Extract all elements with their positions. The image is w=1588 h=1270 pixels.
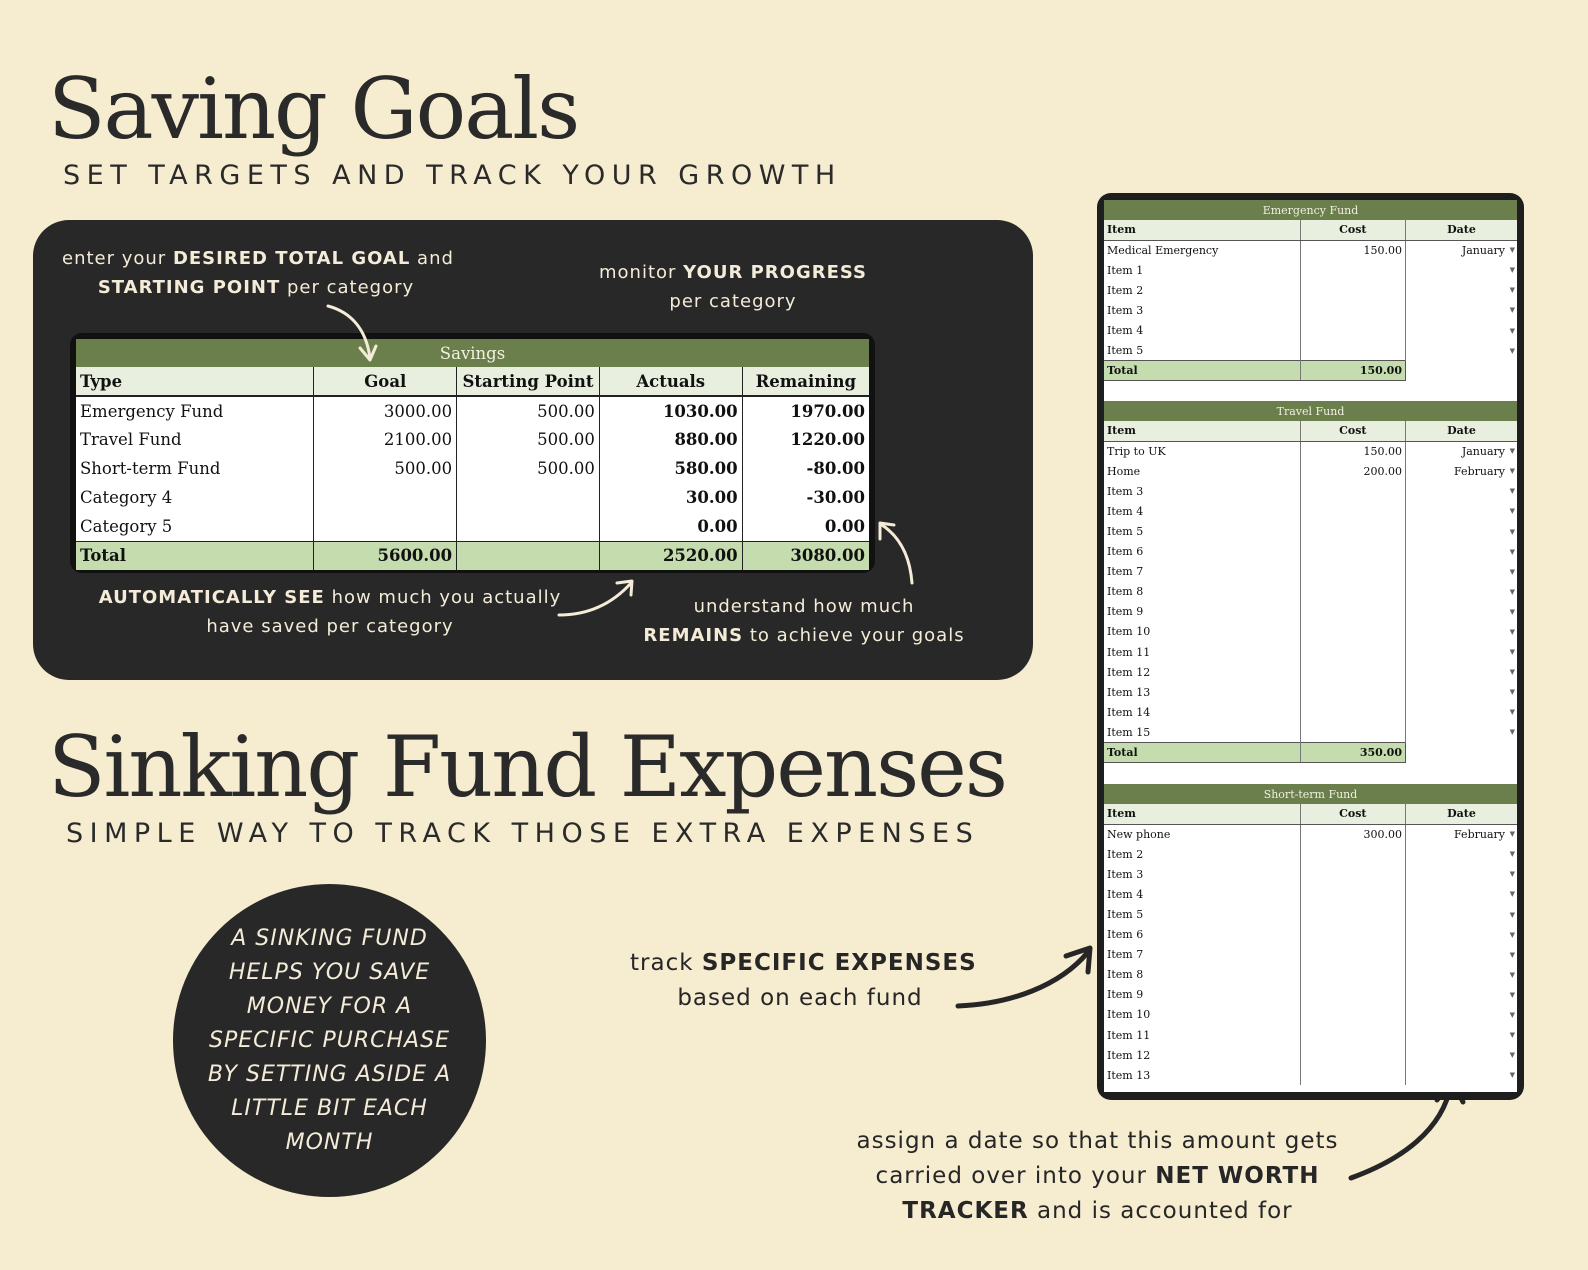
fund-cell-text: Item 6 [1107,928,1144,942]
fund-cell-text: Item 9 [1107,605,1144,619]
fund-cell[interactable] [1300,542,1405,562]
date-dropdown-cell[interactable] [1405,320,1517,340]
date-dropdown-cell[interactable] [1405,240,1517,260]
date-dropdown-cell[interactable] [1405,864,1517,884]
fund-total-label: Total [1104,743,1300,763]
fund-row [1104,521,1517,541]
date-dropdown-cell[interactable] [1405,461,1517,481]
savings-cell[interactable]: 30.00 [599,483,742,512]
fund-header-cell: Cost [1300,804,1405,824]
savings-cell[interactable]: 500.00 [314,454,457,483]
savings-table [70,333,875,573]
fund-cell[interactable] [1104,602,1300,622]
fund-cell[interactable] [1300,461,1405,481]
fund-row [1104,320,1517,340]
saving-goals-subtitle: SET TARGETS AND TRACK YOUR GROWTH [63,160,842,191]
fund-cell[interactable] [1104,542,1300,562]
date-dropdown-cell[interactable] [1405,662,1517,682]
dropdown-arrow-icon[interactable]: ▼ [1509,286,1515,295]
fund-cell[interactable] [1104,501,1300,521]
assign-date-note: assign a date so that this amount gets carried over into your NET WORTH TRACKER and is accounted for [856,1128,1339,1224]
fund-cell[interactable] [1300,642,1405,662]
fund-row [1104,884,1517,904]
fund-row [1104,240,1517,260]
arrow-to-sheet-icon [950,940,1100,1015]
savings-cell[interactable]: 1970.00 [742,396,869,425]
sinking-fund-definition-text: A SINKING FUND HELPS YOU SAVE MONEY FOR A SPECIFIC PURCHASE BY SETTING ASIDE A LITTLE BIT EACH MONTH [207,925,452,1155]
savings-header-cell: Starting Point [457,367,600,396]
fund-cell-text: 300.00 [1363,827,1402,841]
fund-cell[interactable] [1300,1045,1405,1065]
fund-cell-text: Item 4 [1107,324,1144,338]
dropdown-arrow-icon[interactable]: ▼ [1509,1010,1515,1019]
dropdown-arrow-icon[interactable]: ▼ [1509,346,1515,355]
fund-cell[interactable] [1300,260,1405,280]
fund-row [1104,1065,1517,1085]
fund-cell[interactable] [1300,280,1405,300]
specific-expenses-note: track SPECIFIC EXPENSES based on each fund [630,950,977,1011]
fund-cell[interactable] [1104,1065,1300,1085]
fund-cell[interactable] [1104,1025,1300,1045]
fund-cell-text: Item 10 [1107,1008,1151,1022]
fund-cell[interactable] [1104,341,1300,361]
fund-total-label: Total [1104,361,1300,381]
date-dropdown-cell[interactable] [1405,1005,1517,1025]
fund-cell[interactable] [1300,441,1405,461]
fund-cell-text: 150.00 [1363,444,1402,458]
saving-goals-title: Saving Goals [48,60,579,158]
savings-cell[interactable]: 2100.00 [314,425,457,454]
fund-cell[interactable] [1104,965,1300,985]
fund-cell-text: 150.00 [1363,243,1402,257]
fund-caption: Emergency Fund [1104,200,1517,220]
savings-total-cell [457,541,600,570]
arrow-to-actuals-icon [555,575,645,625]
date-dropdown-cell[interactable] [1405,904,1517,924]
date-dropdown-cell[interactable] [1405,844,1517,864]
fund-total-blank [1405,361,1517,381]
fund-row [1104,1005,1517,1025]
fund-total-value: 350.00 [1300,743,1405,763]
date-dropdown-cell[interactable] [1405,682,1517,702]
fund-cell[interactable] [1300,240,1405,260]
automatically-see-note: AUTOMATICALLY SEE how much you actually have saved per category [98,587,562,637]
fund-row [1104,844,1517,864]
savings-row [76,483,869,512]
fund-cell-text: Trip to UK [1107,444,1166,458]
savings-cell[interactable] [457,512,600,541]
dropdown-arrow-icon[interactable]: ▼ [1509,870,1515,879]
fund-row [1104,662,1517,682]
fund-cell-text: Item 11 [1107,1028,1151,1042]
fund-row [1104,501,1517,521]
fund-cell[interactable] [1104,864,1300,884]
fund-header-cell: Item [1104,421,1300,441]
savings-total-cell: 5600.00 [314,541,457,570]
fund-cell[interactable] [1104,824,1300,844]
date-dropdown-cell[interactable] [1405,1025,1517,1045]
fund-row [1104,945,1517,965]
date-dropdown-cell[interactable] [1405,702,1517,722]
savings-cell[interactable]: 1220.00 [742,425,869,454]
fund-cell[interactable] [1300,521,1405,541]
fund-cell[interactable] [1104,320,1300,340]
fund-caption: Short-term Fund [1104,784,1517,804]
date-dropdown-cell[interactable] [1405,481,1517,501]
date-dropdown-cell[interactable] [1405,642,1517,662]
savings-cell[interactable]: 500.00 [457,425,600,454]
fund-cell[interactable] [1104,582,1300,602]
savings-cell[interactable]: 3000.00 [314,396,457,425]
fund-cell[interactable] [1300,300,1405,320]
fund-cell-text: February [1454,827,1505,841]
savings-total-cell: 2520.00 [599,541,742,570]
savings-row [76,454,869,483]
fund-cell[interactable] [1300,501,1405,521]
fund-cell-text: Item 13 [1107,1068,1151,1082]
fund-cell-text: Item 7 [1107,948,1144,962]
fund-cell[interactable] [1300,602,1405,622]
fund-cell[interactable] [1300,341,1405,361]
fund-row [1104,985,1517,1005]
fund-cell-text: January [1461,243,1505,257]
date-dropdown-cell[interactable] [1405,824,1517,844]
fund-row [1104,702,1517,722]
fund-cell-text: New phone [1107,827,1171,841]
fund-cell[interactable] [1104,622,1300,642]
fund-header-cell: Item [1104,804,1300,824]
savings-cell[interactable]: 580.00 [599,454,742,483]
savings-header-cell: Type [76,367,314,396]
fund-cell-text: Item 3 [1107,484,1144,498]
fund-cell[interactable] [1104,844,1300,864]
fund-header-cell: Date [1405,421,1517,441]
dropdown-arrow-icon[interactable]: ▼ [1509,266,1515,275]
date-dropdown-cell[interactable] [1405,1065,1517,1085]
fund-cell-text: Item 5 [1107,908,1144,922]
date-dropdown-cell[interactable] [1405,562,1517,582]
savings-cell[interactable]: -30.00 [742,483,869,512]
date-dropdown-cell[interactable] [1405,1045,1517,1065]
dropdown-arrow-icon[interactable]: ▼ [1509,607,1515,616]
fund-cell[interactable] [1104,481,1300,501]
fund-cell[interactable] [1104,441,1300,461]
fund-section [1104,784,1517,1085]
savings-cell[interactable] [314,483,457,512]
fund-cell[interactable] [1300,824,1405,844]
date-dropdown-cell[interactable] [1405,441,1517,461]
fund-total-row [1104,361,1517,381]
fund-row [1104,1025,1517,1045]
fund-cell[interactable] [1104,904,1300,924]
fund-cell-text: Item 10 [1107,625,1151,639]
fund-cell-text: Item 14 [1107,705,1151,719]
date-dropdown-cell[interactable] [1405,622,1517,642]
fund-cell[interactable] [1104,1005,1300,1025]
date-dropdown-cell[interactable] [1405,925,1517,945]
fund-row [1104,562,1517,582]
savings-cell[interactable] [457,483,600,512]
fund-cell-text: Item 1 [1107,263,1144,277]
savings-cell[interactable]: Short-term Fund [80,459,221,478]
savings-cell[interactable]: 0.00 [599,512,742,541]
dropdown-arrow-icon[interactable]: ▼ [1509,850,1515,859]
fund-row [1104,481,1517,501]
fund-header-cell: Cost [1300,220,1405,240]
dropdown-arrow-icon[interactable]: ▼ [1509,830,1515,839]
fund-cell[interactable] [1300,1065,1405,1085]
date-dropdown-cell[interactable] [1405,521,1517,541]
date-dropdown-cell[interactable] [1405,542,1517,562]
dropdown-arrow-icon[interactable]: ▼ [1509,1071,1515,1080]
savings-total-cell: 3080.00 [742,541,869,570]
fund-row [1104,965,1517,985]
fund-header-cell: Date [1405,220,1517,240]
fund-row [1104,1045,1517,1065]
fund-header-cell: Item [1104,220,1300,240]
savings-cell[interactable]: 1030.00 [599,396,742,425]
fund-cell[interactable] [1300,702,1405,722]
dropdown-arrow-icon[interactable]: ▼ [1509,527,1515,536]
dropdown-arrow-icon[interactable]: ▼ [1509,648,1515,657]
fund-caption: Travel Fund [1104,401,1517,421]
dropdown-arrow-icon[interactable]: ▼ [1509,547,1515,556]
dropdown-arrow-icon[interactable]: ▼ [1509,668,1515,677]
sinking-fund-title: Sinking Fund Expenses [48,718,1007,816]
fund-cell[interactable] [1104,722,1300,742]
savings-cell[interactable]: Category 5 [80,516,173,536]
fund-row [1104,722,1517,742]
fund-cell[interactable] [1104,521,1300,541]
dropdown-arrow-icon[interactable]: ▼ [1509,930,1515,939]
dropdown-arrow-icon[interactable]: ▼ [1509,447,1515,456]
fund-cell-text: Item 8 [1107,968,1144,982]
fund-row [1104,864,1517,884]
savings-row [76,512,869,541]
dropdown-arrow-icon[interactable]: ▼ [1509,1031,1515,1040]
fund-cell[interactable] [1104,702,1300,722]
savings-caption: Savings [76,339,869,367]
fund-row [1104,602,1517,622]
fund-cell-text: Item 2 [1107,283,1144,297]
fund-cell-text: Item 6 [1107,545,1144,559]
fund-cell-text: Item 15 [1107,725,1151,739]
remains-note: understand how much REMAINS to achieve your goals [643,596,965,646]
arrow-to-goal-icon [320,300,390,370]
fund-header-cell: Date [1405,804,1517,824]
fund-cell[interactable] [1300,985,1405,1005]
fund-cell[interactable] [1300,864,1405,884]
fund-cell[interactable] [1300,965,1405,985]
fund-row [1104,682,1517,702]
fund-total-row [1104,743,1517,763]
sheet-viewport[interactable] [1104,200,1517,1092]
fund-row [1104,280,1517,300]
fund-cell[interactable] [1300,904,1405,924]
fund-cell[interactable] [1104,300,1300,320]
date-dropdown-cell[interactable] [1405,280,1517,300]
fund-cell[interactable] [1300,722,1405,742]
fund-cell[interactable] [1104,985,1300,1005]
savings-header-cell: Actuals [599,367,742,396]
fund-row [1104,925,1517,945]
savings-cell[interactable]: -80.00 [742,454,869,483]
date-dropdown-cell[interactable] [1405,300,1517,320]
fund-cell-text: Item 12 [1107,1048,1151,1062]
sinking-fund-definition-circle [173,884,486,1197]
dropdown-arrow-icon[interactable]: ▼ [1509,507,1515,516]
fund-cell-text: Item 4 [1107,504,1144,518]
fund-cell-text: Medical Emergency [1107,243,1219,257]
fund-cell-text: Item 12 [1107,665,1151,679]
dropdown-arrow-icon[interactable]: ▼ [1509,306,1515,315]
dropdown-arrow-icon[interactable]: ▼ [1509,567,1515,576]
fund-section [1104,401,1517,763]
dropdown-arrow-icon[interactable]: ▼ [1509,910,1515,919]
dropdown-arrow-icon[interactable]: ▼ [1509,1051,1515,1060]
date-dropdown-cell[interactable] [1405,602,1517,622]
fund-cell[interactable] [1104,562,1300,582]
fund-cell[interactable] [1300,1025,1405,1045]
fund-cell[interactable] [1300,662,1405,682]
fund-row [1104,300,1517,320]
fund-header-cell: Cost [1300,421,1405,441]
fund-row [1104,441,1517,461]
fund-cell-text: Item 5 [1107,343,1144,357]
fund-cell-text: Item 2 [1107,847,1144,861]
date-dropdown-cell[interactable] [1405,985,1517,1005]
fund-total-value: 150.00 [1300,361,1405,381]
fund-cell[interactable] [1300,1005,1405,1025]
fund-row [1104,582,1517,602]
dropdown-arrow-icon[interactable]: ▼ [1509,728,1515,737]
fund-cell[interactable] [1300,945,1405,965]
fund-cell-text: February [1454,464,1505,478]
savings-cell[interactable]: Emergency Fund [80,401,224,421]
dropdown-arrow-icon[interactable]: ▼ [1509,688,1515,697]
fund-row [1104,260,1517,280]
fund-cell-text: Item 13 [1107,685,1151,699]
savings-row [76,396,869,425]
dropdown-arrow-icon[interactable]: ▼ [1509,246,1515,255]
savings-cell[interactable]: 500.00 [457,454,600,483]
dropdown-arrow-icon[interactable]: ▼ [1509,627,1515,636]
fund-row [1104,461,1517,481]
fund-row [1104,341,1517,361]
savings-cell[interactable] [314,512,457,541]
savings-cell[interactable]: Travel Fund [80,430,182,449]
fund-cell[interactable] [1104,945,1300,965]
savings-cell[interactable]: 500.00 [457,396,600,425]
savings-row [76,425,869,454]
date-dropdown-cell[interactable] [1405,945,1517,965]
fund-cell-text: January [1461,444,1505,458]
dropdown-arrow-icon[interactable]: ▼ [1509,890,1515,899]
sinking-fund-sheet-mockup [1097,193,1524,1100]
fund-cell[interactable] [1104,280,1300,300]
fund-cell[interactable] [1104,260,1300,280]
progress-note: monitor YOUR PROGRESS per category [599,262,867,312]
dropdown-arrow-icon[interactable]: ▼ [1509,487,1515,496]
fund-cell-text: Item 8 [1107,585,1144,599]
fund-cell[interactable] [1300,884,1405,904]
fund-cell[interactable] [1104,642,1300,662]
fund-cell-text: Item 11 [1107,645,1151,659]
dropdown-arrow-icon[interactable]: ▼ [1509,467,1515,476]
fund-cell[interactable] [1104,1045,1300,1065]
fund-cell[interactable] [1300,925,1405,945]
fund-cell[interactable] [1300,682,1405,702]
savings-total-row [76,541,869,570]
fund-cell-text: Item 3 [1107,303,1144,317]
savings-cell[interactable]: 880.00 [599,425,742,454]
fund-cell[interactable] [1300,562,1405,582]
fund-cell[interactable] [1300,622,1405,642]
fund-total-blank [1405,743,1517,763]
fund-cell-text: Item 9 [1107,988,1144,1002]
fund-row [1104,542,1517,562]
fund-cell[interactable] [1104,925,1300,945]
fund-cell[interactable] [1300,320,1405,340]
date-dropdown-cell[interactable] [1405,501,1517,521]
savings-header-cell: Remaining [742,367,869,396]
fund-cell-text: Item 5 [1107,525,1144,539]
fund-row [1104,824,1517,844]
fund-cell-text: Home [1107,464,1141,478]
date-dropdown-cell[interactable] [1405,582,1517,602]
dropdown-arrow-icon[interactable]: ▼ [1509,950,1515,959]
date-dropdown-cell[interactable] [1405,722,1517,742]
date-dropdown-cell[interactable] [1405,341,1517,361]
date-dropdown-cell[interactable] [1405,260,1517,280]
fund-cell[interactable] [1300,481,1405,501]
dropdown-arrow-icon[interactable]: ▼ [1509,326,1515,335]
dropdown-arrow-icon[interactable]: ▼ [1509,970,1515,979]
savings-total-cell: Total [76,541,314,570]
desired-goal-note: enter your DESIRED TOTAL GOAL and STARTING POINT per category [62,248,454,298]
fund-cell-text: Item 4 [1107,887,1144,901]
dropdown-arrow-icon[interactable]: ▼ [1509,708,1515,717]
fund-cell[interactable] [1104,682,1300,702]
fund-row [1104,642,1517,662]
fund-cell[interactable] [1300,844,1405,864]
savings-header-cell: Goal [314,367,457,396]
fund-cell-text: Item 7 [1107,565,1144,579]
dropdown-arrow-icon[interactable]: ▼ [1509,587,1515,596]
fund-row [1104,622,1517,642]
fund-cell[interactable] [1300,582,1405,602]
fund-cell-text: 200.00 [1363,464,1402,478]
date-dropdown-cell[interactable] [1405,884,1517,904]
date-dropdown-cell[interactable] [1405,965,1517,985]
arrow-to-remaining-icon [872,515,922,590]
fund-row [1104,904,1517,924]
savings-cell[interactable]: Category 4 [80,488,173,507]
dropdown-arrow-icon[interactable]: ▼ [1509,990,1515,999]
fund-section [1104,200,1517,381]
fund-cell[interactable] [1104,884,1300,904]
fund-cell[interactable] [1104,662,1300,682]
fund-cell[interactable] [1104,461,1300,481]
fund-cell-text: Item 3 [1107,867,1144,881]
savings-cell[interactable]: 0.00 [742,512,869,541]
sinking-fund-subtitle: SIMPLE WAY TO TRACK THOSE EXTRA EXPENSES [66,818,980,849]
fund-cell[interactable] [1104,240,1300,260]
